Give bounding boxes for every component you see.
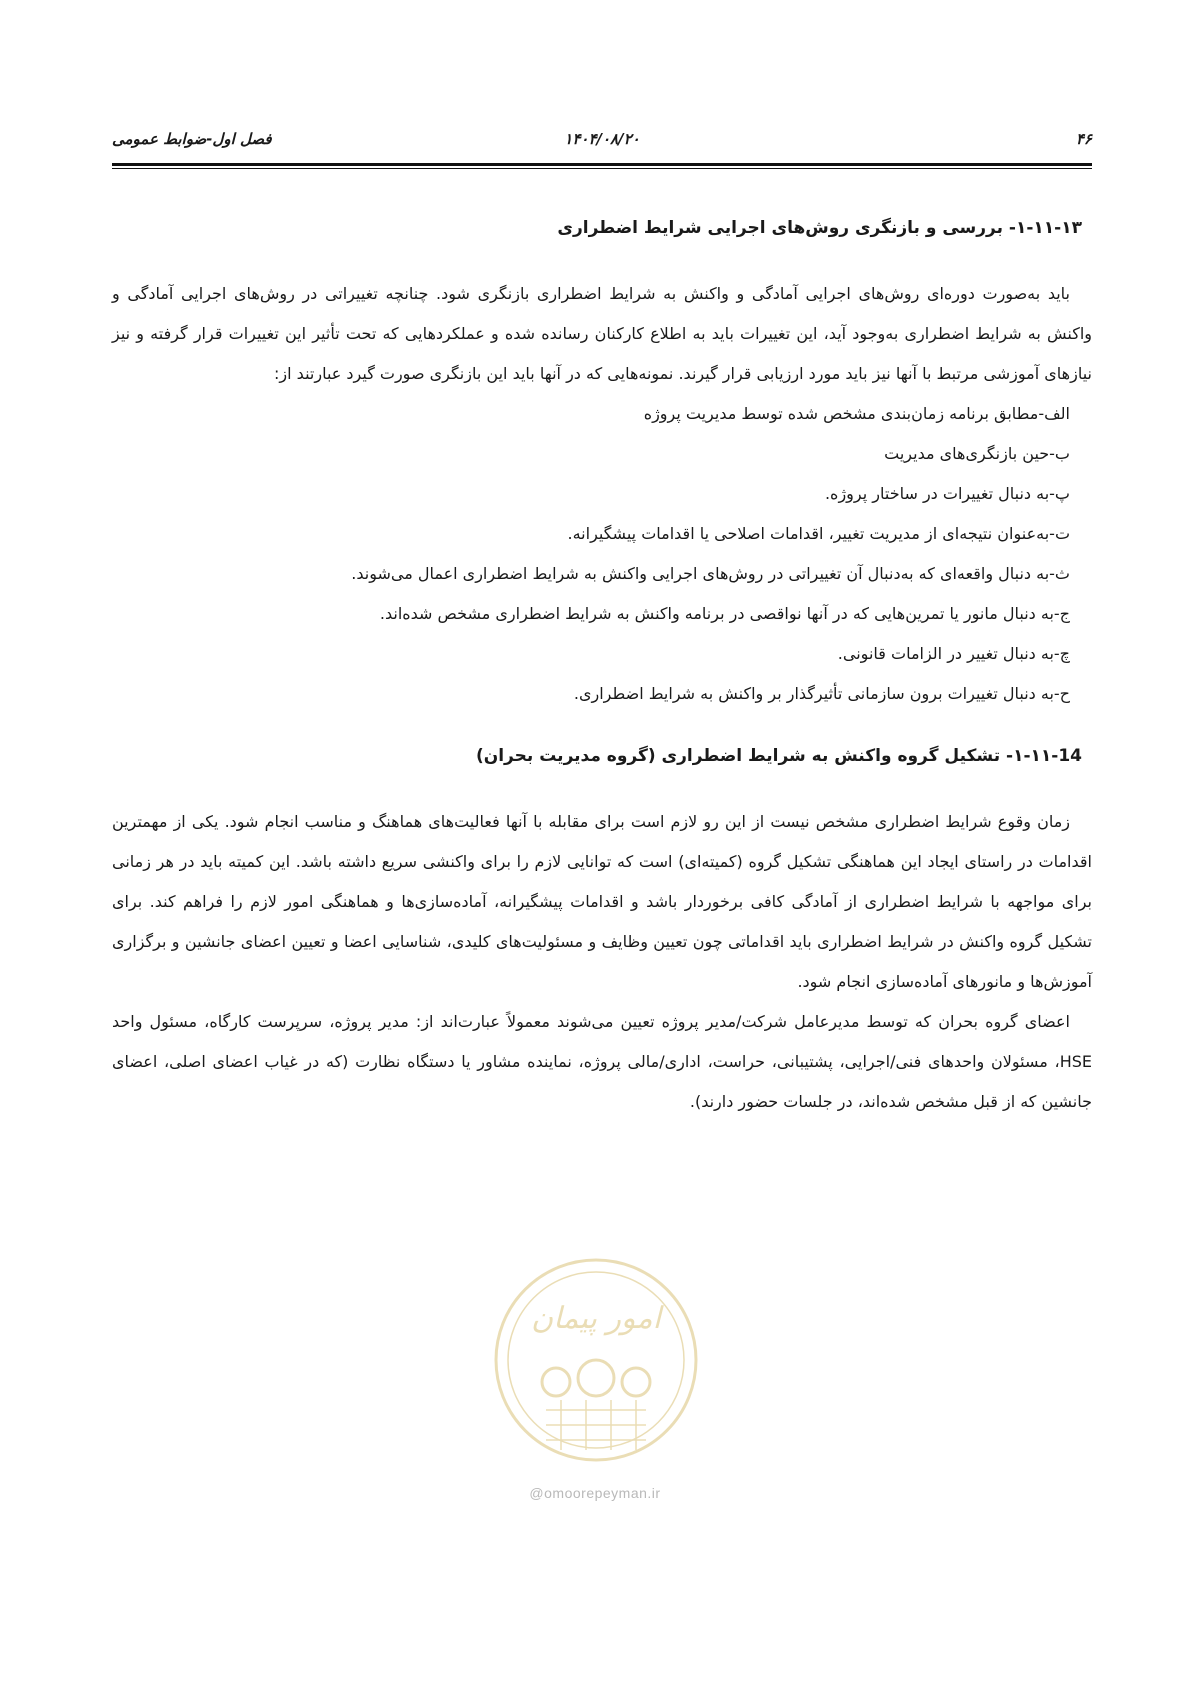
- header-divider-thin: [112, 168, 1092, 169]
- list-item: ح-به دنبال تغییرات برون سازمانی تأثیرگذار بر واکنش به شرایط اضطراری.: [573, 684, 1070, 703]
- watermark-logo-text: امور پیمان: [531, 1301, 661, 1336]
- list-item: الف-مطابق برنامه زمان‌بندی مشخص شده توسط مدیریت پروژه: [643, 404, 1070, 423]
- section-14-paragraph-1: زمان وقوع شرایط اضطراری مشخص نیست از این رو لازم است برای مقابله با آنها فعالیت‌های هماهنگ و مناسب انجام شود. یکی از مهمترین اقدامات در راستای ایجاد این هماهنگی تشکیل گروه (کمیته‌ای) است که توانایی لازم را برای واکنشی سریع داشته باشد. این کمیته باید در هر زمانی برای مواجهه با شرایط اضطراری از آمادگی کافی برخوردار باشد و اقدامات پیشگیرانه، آماده‌سازی‌ها و هماهنگی امور لازم را فراهم کند. برای تشکیل گروه واکنش در شرایط اضطراری باید اقداماتی چون تعیین وظایف و مسئولیت‌های کلیدی، شناسایی اعضا و تعیین اعضای جانشین و برگزاری آموزش‌ها و مانورهای آماده‌سازی انجام شود.: [112, 812, 1092, 991]
- section-heading-13: ۱-۱۱-۱۳- بررسی و بازنگری روش‌های اجرایی شرایط اضطراری: [557, 218, 1082, 238]
- list-item: پ-به دنبال تغییرات در ساختار پروژه.: [824, 484, 1070, 503]
- section-14-paragraph-2: اعضای گروه بحران که توسط مدیرعامل شرکت/مدیر پروژه تعیین می‌شوند معمولاً عبارت‌اند از: مدیر پروژه، سرپرست کارگاه، مسئول واحد HSE، مسئولان واحدهای فنی/اجرایی، پشتیبانی، حراست، اداری/مالی پروژه، نماینده مشاور یا دستگاه نظارت (که در غیاب اعضای اصلی، اعضای جانشین که از قبل مشخص شده‌اند، در جلسات حضور دارند).: [112, 1012, 1092, 1111]
- list-item: ب-حین بازنگری‌های مدیریت: [884, 444, 1070, 463]
- review-cases-list: [112, 394, 1092, 714]
- header-divider-thick: [112, 163, 1092, 166]
- list-item: ت-به‌عنوان نتیجه‌ای از مدیریت تغییر، اقدامات اصلاحی یا اقدامات پیشگیرانه.: [567, 524, 1070, 543]
- list-item: ث-به دنبال واقعه‌ای که به‌دنبال آن تغییراتی در روش‌های اجرایی واکنش به شرایط اضطراری اعمال می‌شوند.: [351, 564, 1070, 583]
- chapter-title: فصل اول-ضوابط عمومی: [112, 130, 272, 148]
- page-body: [112, 200, 1092, 1122]
- section-heading-14: ۱-۱۱-14- تشکیل گروه واکنش به شرایط اضطراری (گروه مدیریت بحران): [475, 746, 1082, 766]
- watermark-url: @omoorepeyman.ir: [529, 1485, 661, 1501]
- list-item: ج-به دنبال مانور یا تمرین‌هایی که در آنها نواقصی در برنامه واکنش به شرایط اضطراری مشخص شده‌اند.: [379, 604, 1070, 623]
- watermark-logo: [486, 1250, 706, 1470]
- section-13-paragraph: باید به‌صورت دوره‌ای روش‌های اجرایی آمادگی و واکنش به شرایط اضطراری بازنگری شود. چنانچه تغییراتی در روش‌های اجرایی آمادگی و واکنش به شرایط اضطراری به‌وجود آید، این تغییرات باید به اطلاع کارکنان رسانده شده و عملکردهایی که تحت تأثیر این تغییرات قرار گرفته و نیز نیازهای آموزشی مرتبط با آنها نیز باید مورد ارزیابی قرار گیرند. نمونه‌هایی که در آنها باید این بازنگری صورت گیرد عبارتند از:: [112, 284, 1092, 383]
- list-item: چ-به دنبال تغییر در الزامات قانونی.: [837, 644, 1070, 663]
- page-number: ۴۶: [1075, 130, 1092, 148]
- page-header: [112, 130, 1092, 152]
- header-date: ۱۴۰۴/۰۸/۲۰: [564, 130, 640, 148]
